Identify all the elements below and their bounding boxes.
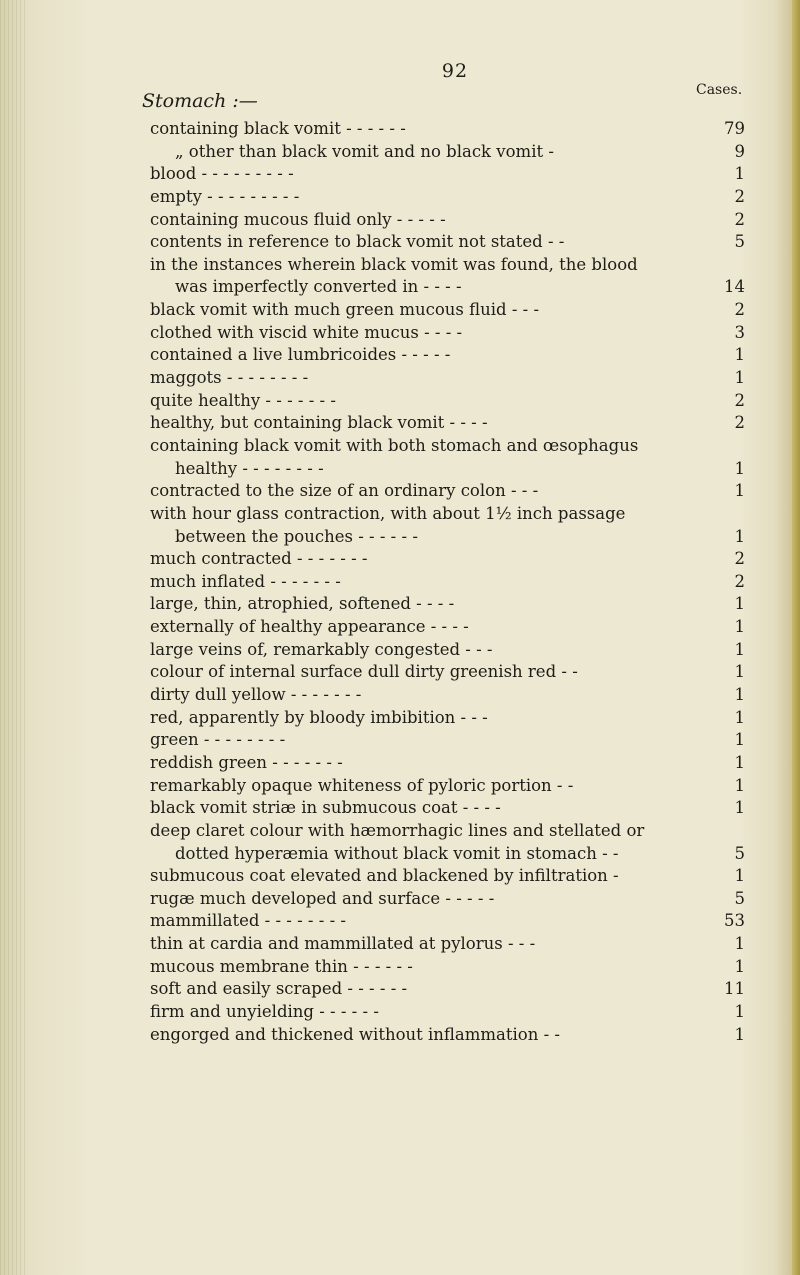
entry-count: 2	[734, 413, 745, 433]
entry-row	[150, 276, 745, 299]
entry-text: contracted to the size of an ordinary colon - - -	[150, 481, 539, 501]
entry-text: deep claret colour with hæmorrhagic lines and stellated or	[150, 820, 645, 840]
entry-row	[150, 254, 745, 277]
entry-count: 53	[724, 911, 745, 931]
entry-text: dotted hyperæmia without black vomit in stomach - -	[175, 843, 619, 863]
entry-count: 1	[734, 594, 745, 614]
entry-count: 1	[734, 798, 745, 818]
entry-text: externally of healthy appearance - - - -	[150, 617, 469, 637]
entry-count: 79	[724, 119, 745, 138]
entry-text: quite healthy - - - - - - -	[150, 390, 336, 410]
entry-count: 1	[734, 1001, 745, 1021]
entry-row	[150, 435, 745, 458]
entry-text: soft and easily scraped - - - - - -	[150, 979, 408, 999]
entry-row	[150, 775, 745, 798]
entry-text: much inflated - - - - - - -	[150, 571, 341, 591]
entry-count: 1	[734, 526, 745, 546]
entry-count: 2	[734, 209, 745, 229]
entry-text: colour of internal surface dull dirty greenish red - -	[150, 662, 578, 682]
entry-count: 2	[734, 300, 745, 320]
entry-row	[150, 752, 745, 775]
entry-text: „ other than black vomit and no black vomit -	[175, 141, 554, 161]
entry-text: remarkably opaque whiteness of pyloric portion - -	[150, 775, 574, 795]
entry-count: 2	[734, 549, 745, 569]
entry-count: 1	[734, 775, 745, 795]
entry-count: 1	[734, 345, 745, 365]
entry-text: black vomit with much green mucous fluid - - -	[150, 300, 540, 320]
entry-row	[150, 1024, 745, 1047]
entry-row	[150, 390, 745, 413]
entry-text: in the instances wherein black vomit was found, the blood	[150, 254, 638, 274]
entry-row	[150, 118, 745, 141]
entry-count: 9	[734, 141, 745, 161]
entry-row	[150, 322, 745, 345]
entry-text: mammillated - - - - - - - -	[150, 911, 346, 931]
entry-count: 1	[734, 866, 745, 886]
entry-text: containing black vomit - - - - - -	[150, 119, 406, 138]
entry-row	[150, 888, 745, 911]
entry-text: large veins of, remarkably congested - - -	[150, 639, 493, 659]
entry-count: 5	[734, 888, 745, 908]
entry-row	[150, 141, 745, 164]
entry-text: engorged and thickened without inflammation - -	[150, 1024, 560, 1044]
entry-row	[150, 978, 745, 1001]
entry-row	[150, 367, 745, 390]
entry-row	[150, 480, 745, 503]
entry-row	[150, 865, 745, 888]
entry-row	[150, 412, 745, 435]
entry-row	[150, 1001, 745, 1024]
entry-count: 1	[734, 956, 745, 976]
entry-row	[150, 503, 745, 526]
entry-row	[150, 910, 745, 933]
entry-row	[150, 231, 745, 254]
entry-text: large, thin, atrophied, softened - - - -	[150, 594, 455, 614]
page-edge	[792, 0, 800, 1275]
entry-row	[150, 639, 745, 662]
entry-count: 2	[734, 571, 745, 591]
entry-row	[150, 707, 745, 730]
entry-row	[150, 344, 745, 367]
entry-count: 14	[724, 277, 745, 297]
entry-count: 1	[734, 639, 745, 659]
entry-count: 1	[734, 730, 745, 750]
entry-count: 2	[734, 186, 745, 206]
entry-text: containing black vomit with both stomach and œsophagus	[150, 435, 639, 455]
case-entries-list	[150, 118, 745, 1046]
entry-row	[150, 163, 745, 186]
entry-count: 1	[734, 685, 745, 705]
entry-text: clothed with viscid white mucus - - - -	[150, 322, 463, 342]
cases-column-header: Cases.	[696, 82, 743, 98]
entry-text: blood - - - - - - - - -	[150, 164, 294, 184]
entry-text: green - - - - - - - -	[150, 730, 286, 750]
entry-count: 1	[734, 934, 745, 954]
entry-text: empty - - - - - - - - -	[150, 186, 300, 206]
entry-row	[150, 797, 745, 820]
entry-text: dirty dull yellow - - - - - - -	[150, 685, 362, 705]
entry-count: 1	[734, 1024, 745, 1044]
entry-count: 1	[734, 368, 745, 388]
entry-row	[150, 299, 745, 322]
entry-count: 1	[734, 752, 745, 772]
entry-count: 1	[734, 707, 745, 727]
entry-text: mucous membrane thin - - - - - -	[150, 956, 413, 976]
entry-text: rugæ much developed and surface - - - - -	[150, 888, 495, 908]
entry-text: with hour glass contraction, with about 1½ inch passage	[150, 503, 626, 523]
entry-row	[150, 571, 745, 594]
entry-row	[150, 526, 745, 549]
entry-text: healthy, but containing black vomit - - - -	[150, 413, 488, 433]
entry-text: contents in reference to black vomit not stated - -	[150, 232, 565, 252]
entry-text: red, apparently by bloody imbibition - - -	[150, 707, 488, 727]
entry-count: 1	[734, 481, 745, 501]
entry-text: much contracted - - - - - - -	[150, 549, 368, 569]
entry-count: 1	[734, 458, 745, 478]
entry-row	[150, 186, 745, 209]
entry-count: 5	[734, 232, 745, 252]
entry-row	[150, 593, 745, 616]
entry-text: black vomit striæ in submucous coat - - - -	[150, 798, 501, 818]
binding-gutter	[0, 0, 28, 1275]
entry-text: submucous coat elevated and blackened by infiltration -	[150, 866, 619, 886]
entry-row	[150, 933, 745, 956]
page-number: 92	[441, 60, 469, 82]
entry-text: maggots - - - - - - - -	[150, 368, 309, 388]
entry-text: was imperfectly converted in - - - -	[175, 277, 462, 297]
entry-count: 1	[734, 164, 745, 184]
entry-row	[150, 843, 745, 866]
entry-text: reddish green - - - - - - -	[150, 752, 343, 772]
entry-count: 11	[724, 979, 745, 999]
entry-row	[150, 729, 745, 752]
entry-row	[150, 684, 745, 707]
entry-text: healthy - - - - - - - -	[175, 458, 324, 478]
entry-row	[150, 616, 745, 639]
entry-row	[150, 458, 745, 481]
section-title: Stomach :—	[142, 90, 258, 112]
entry-row	[150, 820, 745, 843]
entry-count: 3	[734, 322, 745, 342]
entry-text: thin at cardia and mammillated at pylorus - - -	[150, 934, 536, 954]
entry-row	[150, 956, 745, 979]
entry-row	[150, 209, 745, 232]
entry-row	[150, 661, 745, 684]
entry-count: 1	[734, 662, 745, 682]
entry-text: containing mucous fluid only - - - - -	[150, 209, 446, 229]
entry-text: contained a live lumbricoides - - - - -	[150, 345, 451, 365]
entry-text: between the pouches - - - - - -	[175, 526, 418, 546]
entry-count: 2	[734, 390, 745, 410]
entry-count: 5	[734, 843, 745, 863]
entry-count: 1	[734, 617, 745, 637]
entry-text: firm and unyielding - - - - - -	[150, 1001, 379, 1021]
entry-row	[150, 548, 745, 571]
